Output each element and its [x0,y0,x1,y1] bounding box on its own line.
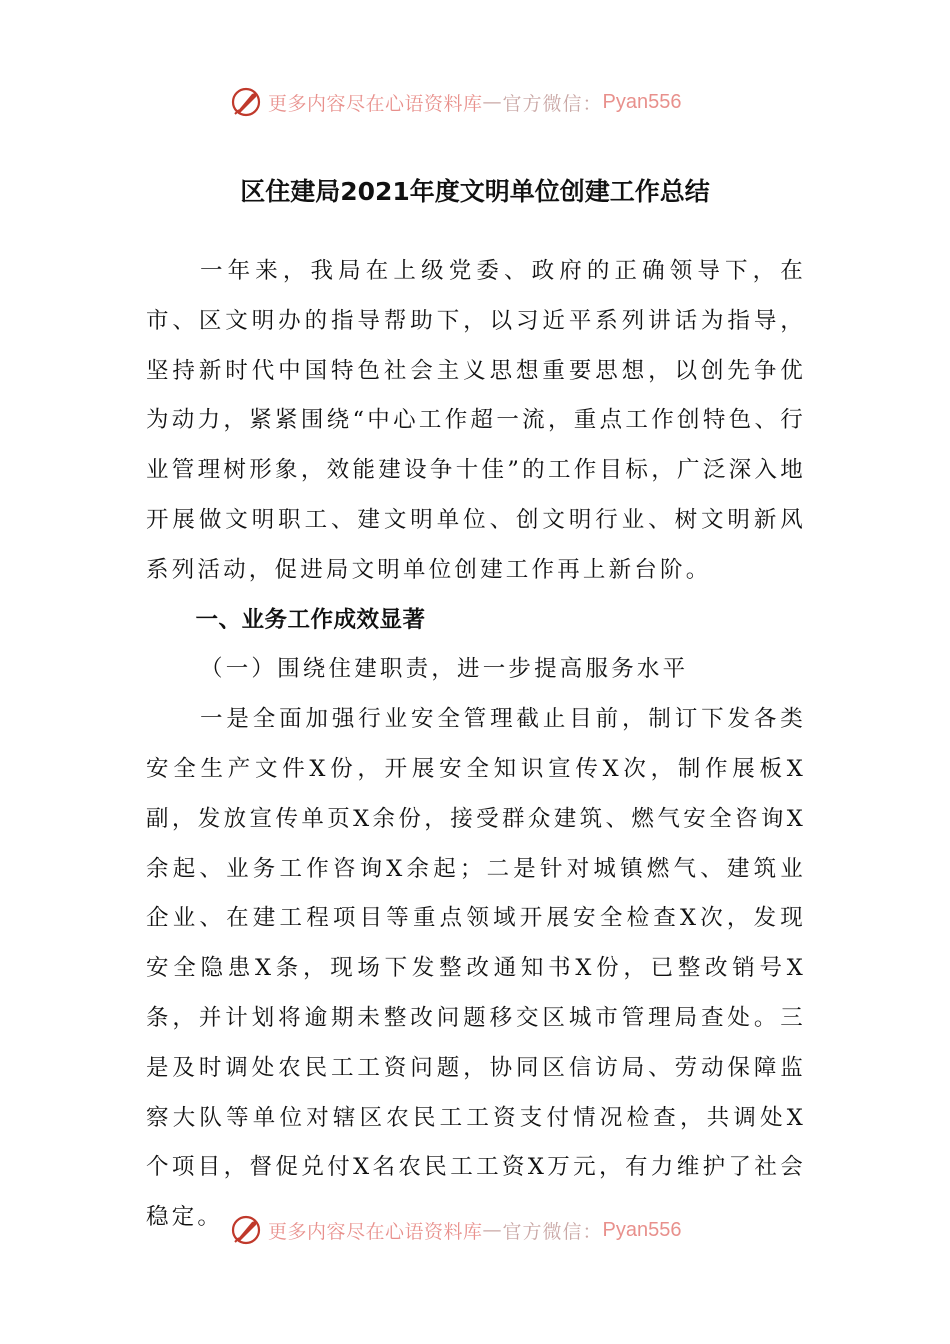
banner-text: 更多内容尽在心语资料库 [268,92,483,115]
quill-pen-logo-icon [230,1214,262,1246]
banner-wechat-id: Pyan556 [602,90,682,113]
body-paragraph: 一是全面加强行业安全管理截止目前，制订下发各类安全生产文件X份，开展安全知识宣传X次，制作展板X副，发放宣传单页X余份，接受群众建筑、燃气安全咨询X余起、业务工作咨询X余起；二是针对城镇燃气、建筑业企业、在建工程项目等重点领域开展安全检查X次，发现安全隐患X条，现场下发整改通知书X份，已整改销号X条，并计划将逾期未整改问题移交区城市管理局查处。三是及时调处农民工工资问题，协同区信访局、劳动保障监察大队等单位对辖区农民工工资支付情况检查，共调处X个项目，督促兑付X名农民工工资X万元，有力维护了社会稳定。 [146,706,806,1231]
intro-paragraph: 一年来，我局在上级党委、政府的正确领导下，在市、区文明办的指导帮助下，以习近平系列讲话为指导，坚持新时代中国特色社会主义思想重要思想，以创先争优为动力，紧紧围绕“中心工作超一流，重点工作创特色、行业管理树形象，效能建设争十佳”的工作目标，广泛深入地开展做文明职工、建文明单位、创文明行业、树文明新风系列活动，促进局文明单位创建工作再上新台阶。 [146,258,806,583]
subsection-heading: （一）围绕住建职责，进一步提高服务水平 [200,656,689,683]
banner-separator: — [482,91,503,113]
document-title: 区住建局2021年度文明单位创建工作总结 [240,177,710,206]
footer-watermark-banner [230,1212,750,1248]
section-heading: 一、业务工作成效显著 [195,606,426,633]
banner-separator: — [482,1219,503,1241]
banner-wechat-label: 官方微信： [502,1220,603,1243]
quill-pen-logo-icon [230,86,262,118]
banner-text: 更多内容尽在心语资料库 [268,1220,483,1243]
header-watermark-banner [230,84,750,120]
banner-wechat-id: Pyan556 [602,1218,682,1241]
document-body [146,247,806,1243]
banner-wechat-label: 官方微信： [502,92,603,115]
